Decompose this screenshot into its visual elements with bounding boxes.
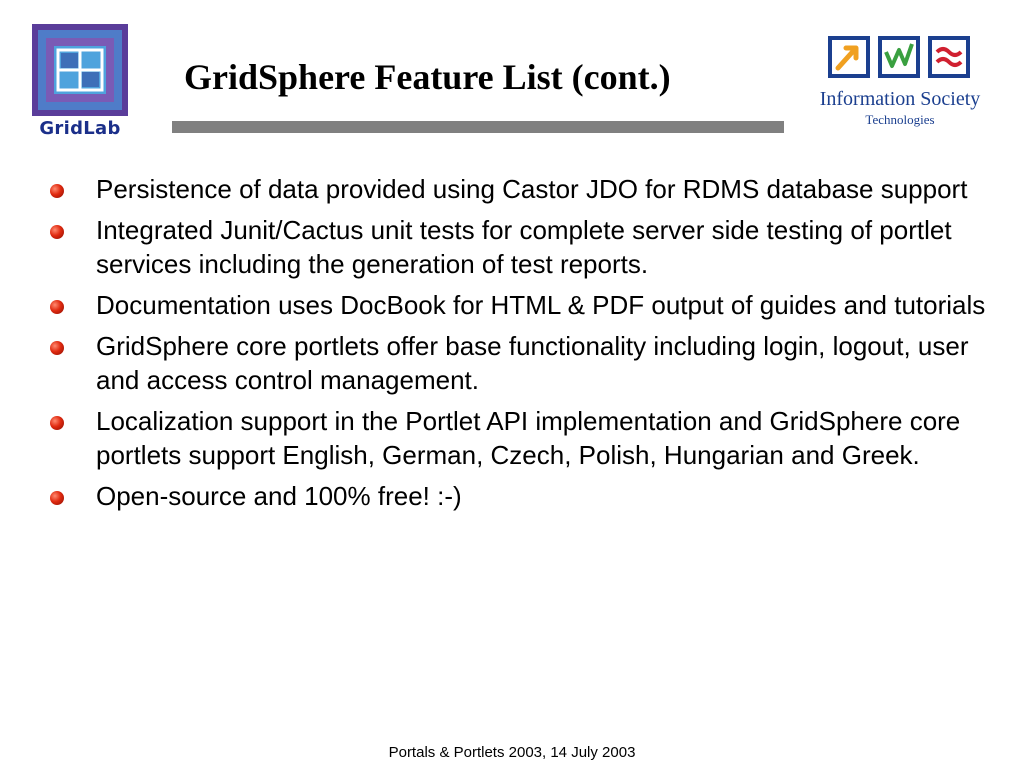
list-item	[44, 288, 994, 322]
ist-logo-title: Information Society	[819, 88, 981, 110]
bullet-text: Persistence of data provided using Castor JDO for RDMS database support	[96, 174, 968, 204]
list-item	[44, 404, 994, 472]
bullet-text: Documentation uses DocBook for HTML & PDF output of guides and tutorials	[96, 290, 986, 320]
bullet-text: Open-source and 100% free! :-)	[96, 481, 462, 511]
bullet-icon	[50, 184, 64, 198]
list-item	[44, 172, 994, 206]
title-divider	[172, 121, 784, 133]
ist-logo-subtitle: Technologies	[865, 112, 935, 127]
bullet-icon	[50, 300, 64, 314]
bullet-icon	[50, 225, 64, 239]
bullet-icon	[50, 416, 64, 430]
slide-footer: Portals & Portlets 2003, 14 July 2003	[388, 744, 636, 761]
list-item	[44, 213, 994, 281]
bullet-icon	[50, 491, 64, 505]
bullet-list	[44, 172, 994, 520]
list-item	[44, 329, 994, 397]
bullet-text: Integrated Junit/Cactus unit tests for complete server side testing of portlet services including the generation of test reports.	[96, 215, 952, 279]
bullet-text: Localization support in the Portlet API implementation and GridSphere core portlets support English, German, Czech, Polish, Hungarian and Greek.	[96, 406, 961, 470]
list-item	[44, 479, 994, 513]
page-title: GridSphere Feature List (cont.)	[184, 57, 671, 97]
bullet-icon	[50, 341, 64, 355]
gridlab-wordmark: GridLab	[39, 118, 121, 139]
bullet-text: GridSphere core portlets offer base functionality including login, logout, user and access control management.	[96, 331, 969, 395]
